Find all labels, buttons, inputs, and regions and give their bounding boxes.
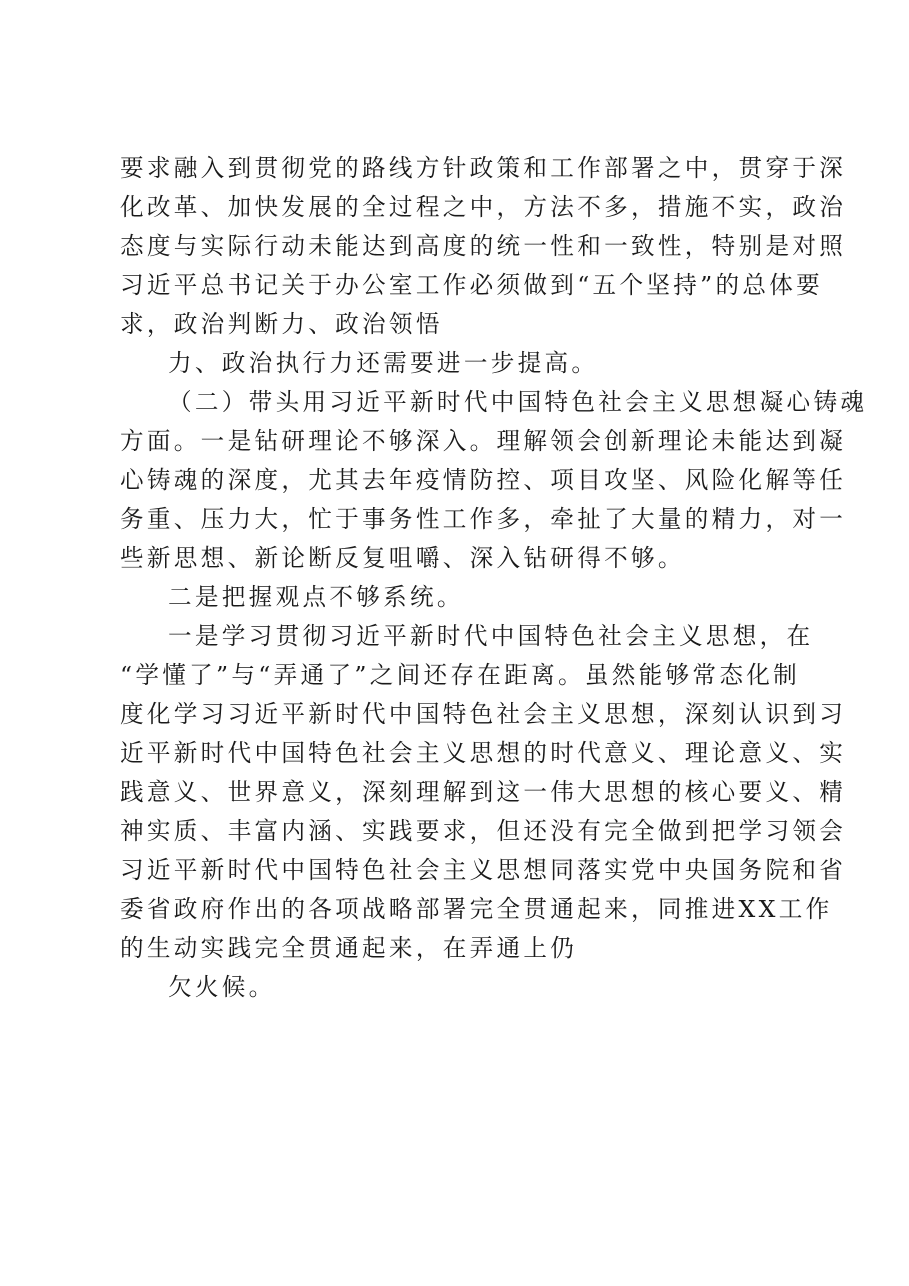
paragraph [120,656,847,968]
text-line: 务重、压力大，忙于事务性工作多，牵扯了大量的精力，对一 [120,505,847,533]
text-line: （二）带头用习近平新时代中国特色社会主义思想凝心铸魂 [168,388,868,416]
text-line: 要求融入到贯彻党的路线方针政策和工作部署之中，贯穿于深 [120,154,847,182]
document-body [120,149,868,1007]
text-line: 一是学习贯彻习近平新时代中国特色社会主义思想，在 [168,622,814,650]
paragraph [120,344,800,383]
text-line: 的生动实践完全贯通起来，在弄通上仍 [120,934,578,962]
text-line: 化改革、加快发展的全过程之中，方法不多，措施不实，政治 [120,193,847,221]
paragraph [120,617,814,656]
paragraph [120,149,847,344]
text-line: 习近平总书记关于办公室工作必须做到“五个坚持”的总体要 [120,271,824,299]
text-line: 二是把握观点不够系统。 [168,583,464,611]
text-line: 些新思想、新论断反复咀嚼、深入钻研得不够。 [120,544,685,572]
text-line: 度化学习习近平新时代中国特色社会主义思想，深刻认识到习 [120,700,847,728]
text-line: “学懂了”与“弄通了”之间还存在距离。虽然能够常态化制 [120,661,801,689]
text-line: 态度与实际行动未能达到高度的统一性和一致性，特别是对照 [120,232,847,260]
text-line: 习近平新时代中国特色社会主义思想同落实党中央国务院和省 [120,856,847,884]
text-line: 近平新时代中国特色社会主义思想的时代意义、理论意义、实 [120,739,847,767]
paragraph [120,383,868,422]
text-line: 求，政治判断力、政治领悟 [120,310,443,338]
text-line: 方面。一是钻研理论不够深入。理解领会创新理论未能达到凝 [120,427,847,455]
paragraph [120,422,847,578]
text-line: 践意义、世界意义，深刻理解到这一伟大思想的核心要义、精 [120,778,847,806]
paragraph [120,968,800,1007]
text-line: 力、政治执行力还需要进一步提高。 [168,349,599,377]
text-line: 心铸魂的深度，尤其去年疫情防控、项目攻坚、风险化解等任 [120,466,847,494]
paragraph [120,578,800,617]
text-line: 神实质、丰富内涵、实践要求，但还没有完全做到把学习领会 [120,817,847,845]
text-line: 委省政府作出的各项战略部署完全贯通起来，同推进XX工作 [120,895,833,923]
text-line: 欠火候。 [168,973,276,1001]
